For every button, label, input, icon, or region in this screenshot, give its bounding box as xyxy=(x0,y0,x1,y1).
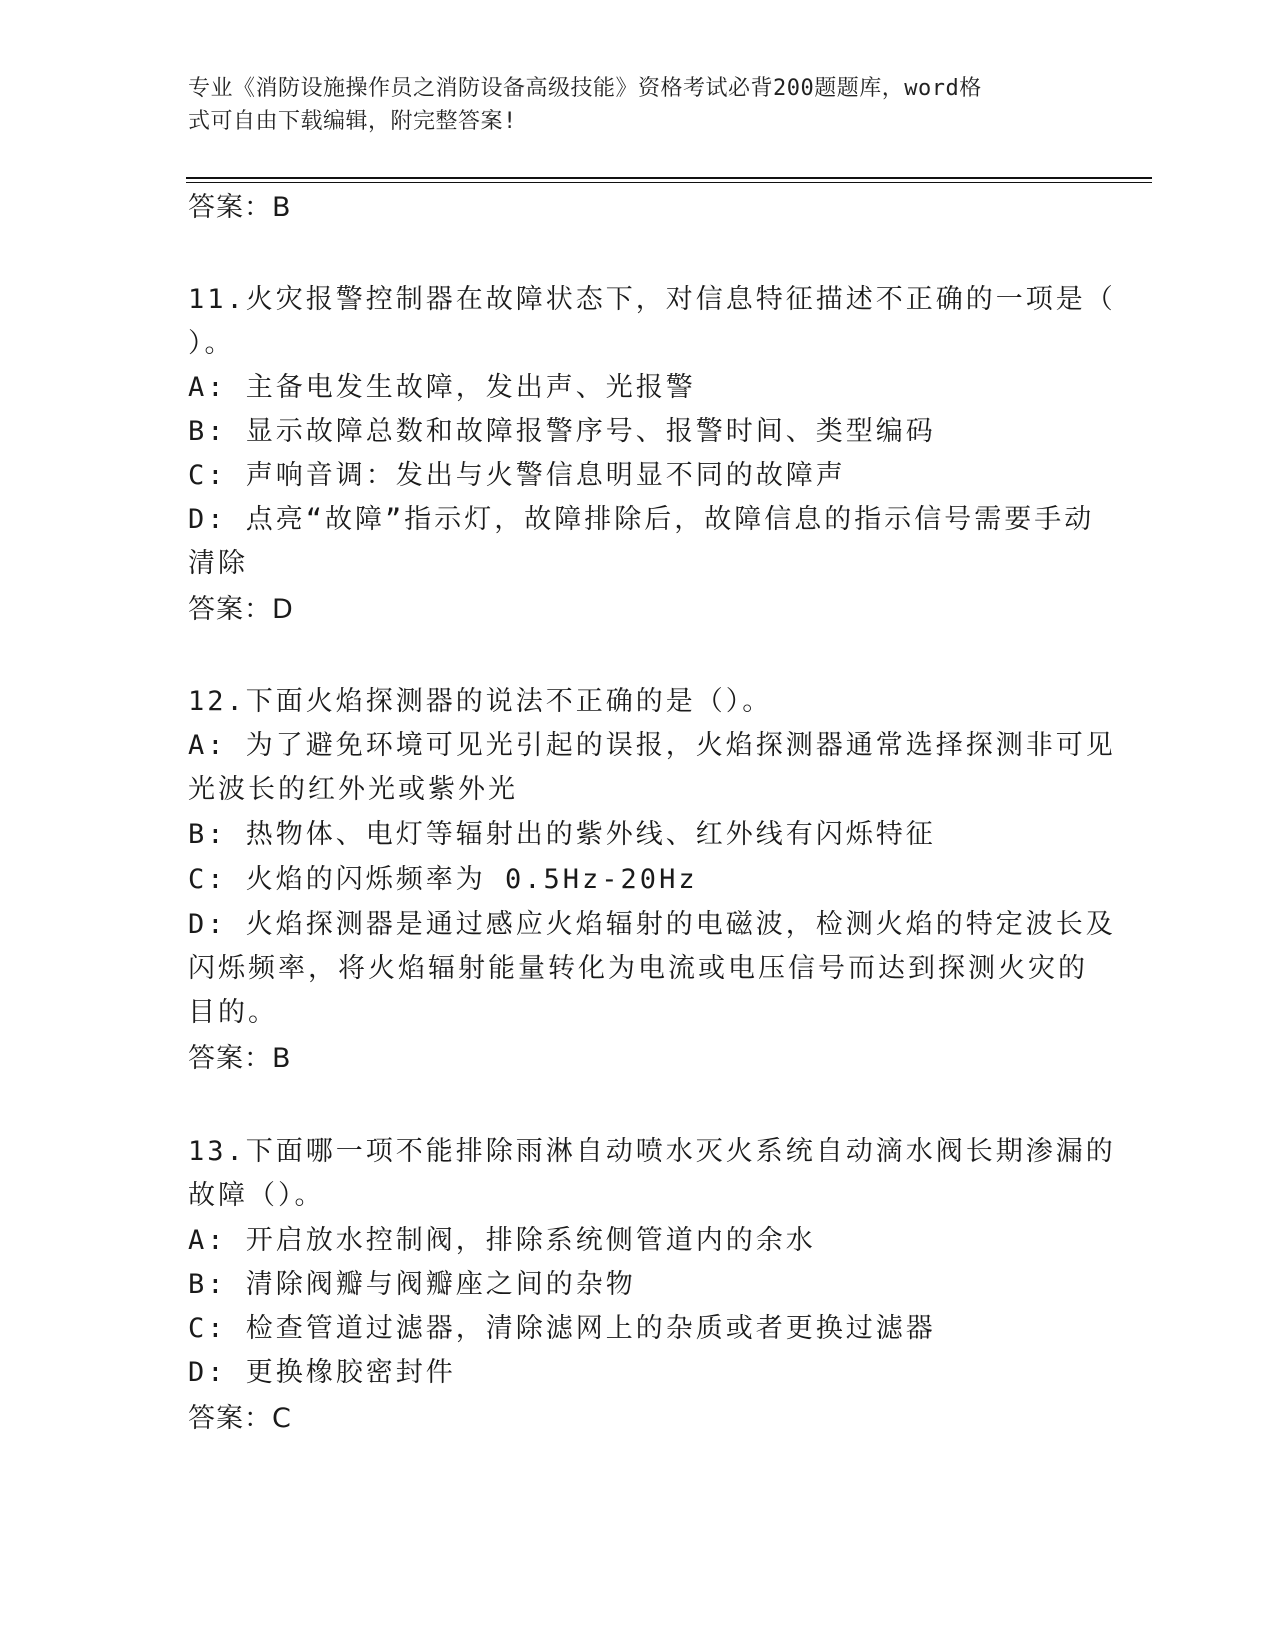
question-12-option-a-line-2: 光波长的红外光或紫外光 xyxy=(188,774,518,805)
question-11-stem-line-1: 11.火灾报警控制器在故障状态下，对信息特征描述不正确的一项是（ xyxy=(188,284,1116,315)
header-line-1: 专业《消防设施操作员之消防设备高级技能》资格考试必背200题题库，word格 xyxy=(188,76,982,101)
question-11-stem-line-2: ）。 xyxy=(188,328,235,359)
header-divider-thick xyxy=(186,177,1152,179)
question-11-option-c: C: 声响音调：发出与火警信息明显不同的故障声 xyxy=(188,460,846,491)
question-11-option-d-line-1: D: 点亮“故障”指示灯，故障排除后，故障信息的指示信号需要手动 xyxy=(188,504,1095,535)
question-12-option-a-line-1: A: 为了避免环境可见光引起的误报，火焰探测器通常选择探测非可见 xyxy=(188,730,1116,761)
header-line-2: 式可自由下载编辑，附完整答案! xyxy=(188,109,517,134)
header-divider-thin xyxy=(186,182,1152,183)
question-12-stem-line-1: 12.下面火焰探测器的说法不正确的是（）。 xyxy=(188,686,773,717)
question-12-option-d-line-3: 目的。 xyxy=(188,997,278,1028)
question-12-answer: 答案：B xyxy=(188,1043,292,1074)
question-12-option-c: C: 火焰的闪烁频率为 0.5Hz-20Hz xyxy=(188,864,698,895)
question-13-answer: 答案：C xyxy=(188,1403,292,1434)
question-13-stem-line-2: 故障（）。 xyxy=(188,1180,325,1211)
question-13-stem-line-1: 13.下面哪一项不能排除雨淋自动喷水灭火系统自动滴水阀长期渗漏的 xyxy=(188,1136,1116,1167)
question-12-option-b: B: 热物体、电灯等辐射出的紫外线、红外线有闪烁特征 xyxy=(188,819,936,850)
question-12-option-d-line-1: D: 火焰探测器是通过感应火焰辐射的电磁波，检测火焰的特定波长及 xyxy=(188,909,1116,940)
question-11-option-b: B: 显示故障总数和故障报警序号、报警时间、类型编码 xyxy=(188,416,936,447)
previous-answer: 答案：B xyxy=(188,192,292,223)
question-13-option-a: A: 开启放水控制阀，排除系统侧管道内的余水 xyxy=(188,1225,816,1256)
question-13-option-d: D: 更换橡胶密封件 xyxy=(188,1357,456,1388)
question-13-option-c: C: 检查管道过滤器，清除滤网上的杂质或者更换过滤器 xyxy=(188,1313,936,1344)
question-12-option-d-line-2: 闪烁频率，将火焰辐射能量转化为电流或电压信号而达到探测火灾的 xyxy=(188,953,1088,984)
question-13-option-b: B: 清除阀瓣与阀瓣座之间的杂物 xyxy=(188,1269,636,1300)
question-11-answer: 答案：D xyxy=(188,594,294,625)
question-11-option-a: A: 主备电发生故障，发出声、光报警 xyxy=(188,372,696,403)
document-header xyxy=(188,72,1068,138)
question-11-option-d-line-2: 清除 xyxy=(188,548,248,579)
